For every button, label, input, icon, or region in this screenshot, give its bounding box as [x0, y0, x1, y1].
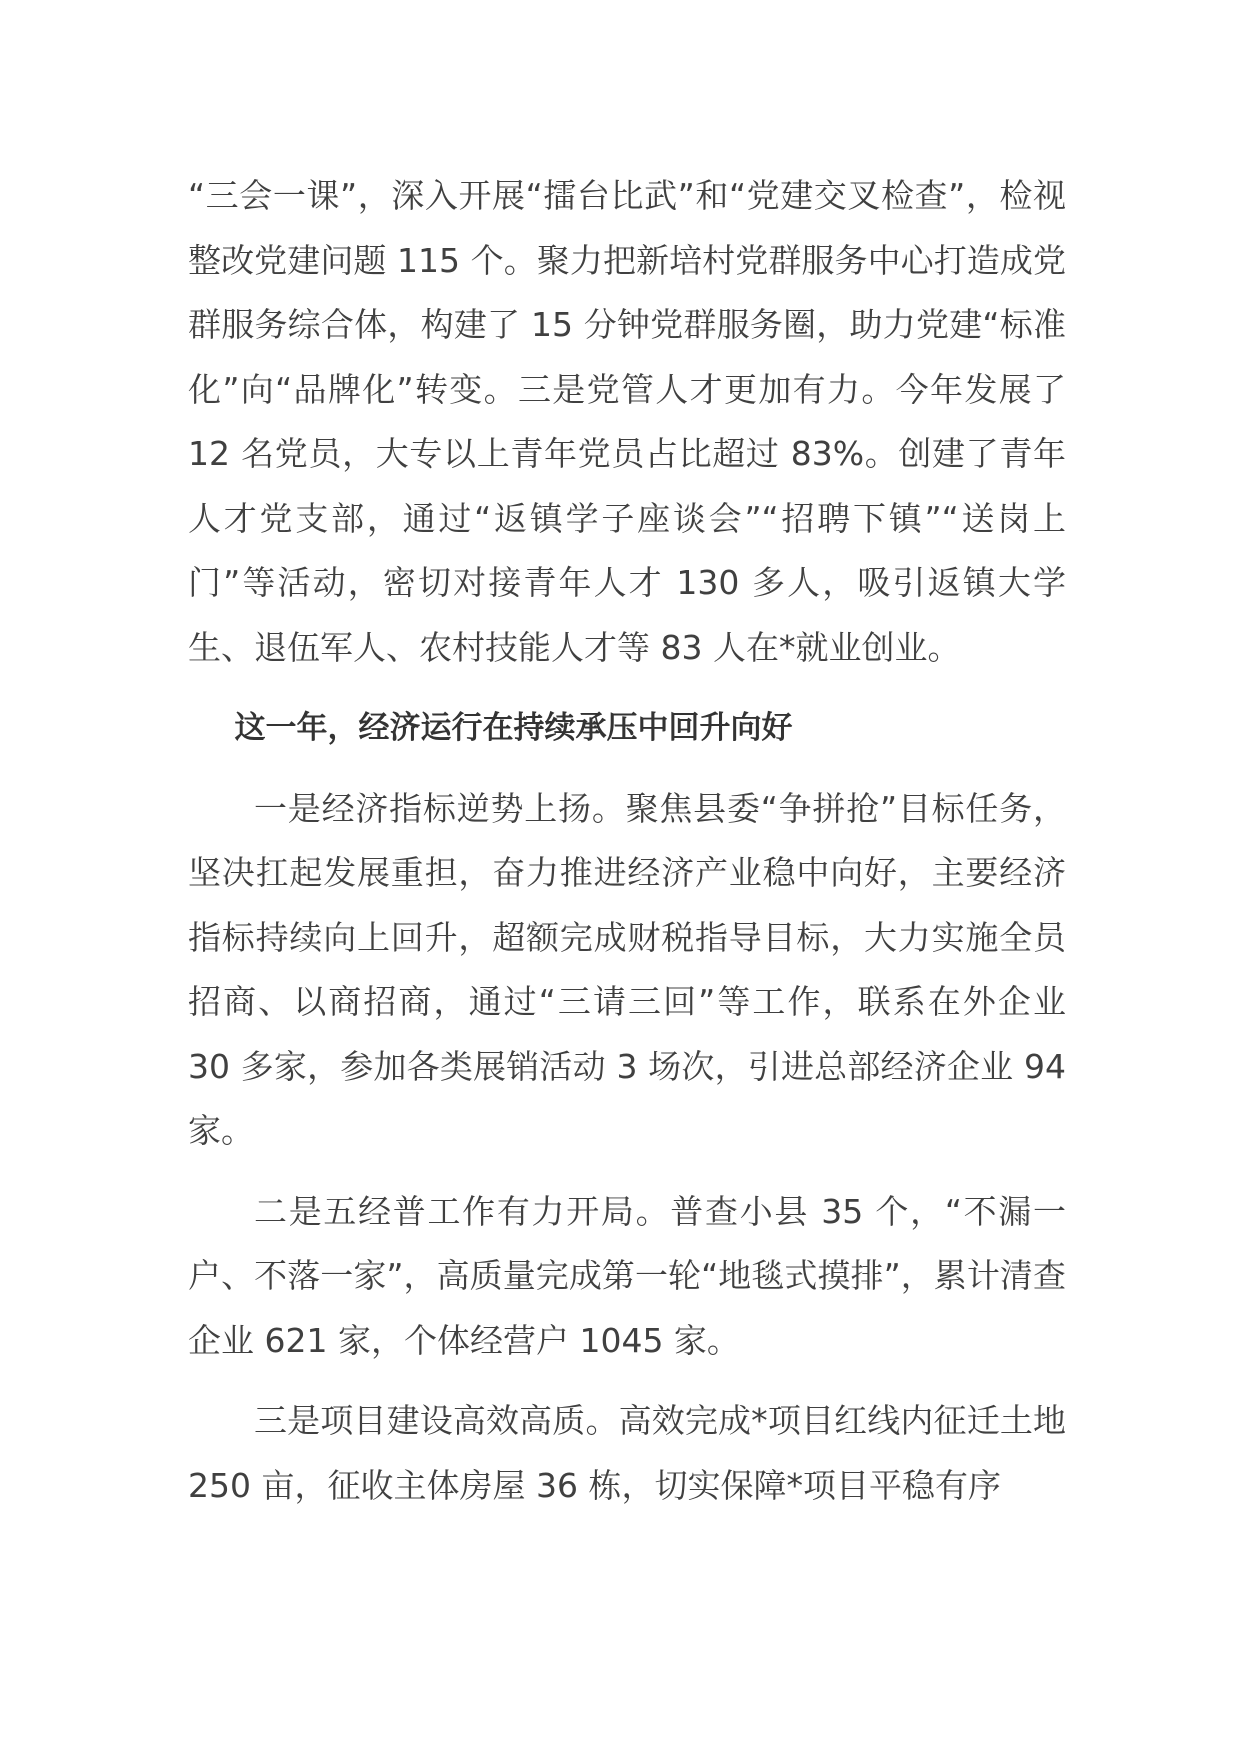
- section-heading: 这一年，经济运行在持续承压中回升向好: [234, 710, 793, 746]
- document-body: [188, 164, 1066, 1534]
- body-paragraph: “三会一课”，深入开展“擂台比武”和“党建交叉检查”，检视整改党建问题 115 个。聚力把新培村党群服务中心打造成党群服务综合体，构建了 15 分钟党群服务圈，助力党建“标准化”向“品牌化”转变。三是党管人才更加有力。今年发展了 12 名党员，大专以上青年党员占比超过 83%。创建了青年人才党支部，通过“返镇学子座谈会”“招聘下镇”“送岗上门”等活动，密切对接青年人才 130 多人，吸引返镇大学生、退伍军人、农村技能人才等 83 人在*就业创业。: [188, 176, 1066, 667]
- body-paragraph: 三是项目建设高效高质。高效完成*项目红线内征迁土地 250 亩，征收主体房屋 36 栋，切实保障*项目平稳有序: [188, 1401, 1066, 1505]
- body-paragraph: 一是经济指标逆势上扬。聚焦县委“争拼抢”目标任务，坚决扛起发展重担，奋力推进经济产业稳中向好，主要经济指标持续向上回升，超额完成财税指导目标，大力实施全员招商、以商招商，通过“三请三回”等工作，联系在外企业 30 多家，参加各类展销活动 3 场次，引进总部经济企业 94 家。: [188, 788, 1066, 1150]
- body-paragraph: 二是五经普工作有力开局。普查小县 35 个，“不漏一户、不落一家”，高质量完成第一轮“地毯式摸排”，累计清查企业 621 家，个体经营户 1045 家。: [188, 1191, 1066, 1360]
